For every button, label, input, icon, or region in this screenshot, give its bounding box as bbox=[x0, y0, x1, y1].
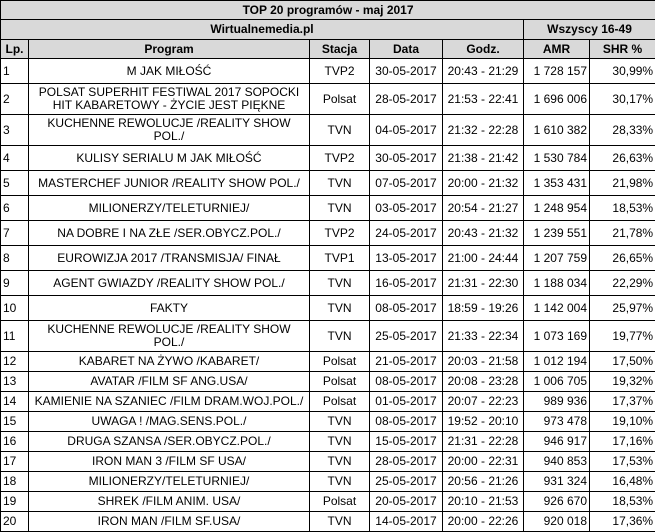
col-stacja: Stacja bbox=[310, 40, 370, 59]
cell-data: 30-05-2017 bbox=[370, 146, 443, 171]
cell-godz: 21:00 - 24:44 bbox=[443, 246, 524, 271]
cell-godz: 21:33 - 22:34 bbox=[443, 321, 524, 352]
col-godz: Godz. bbox=[443, 40, 524, 59]
cell-lp: 6 bbox=[1, 196, 29, 221]
cell-program: EUROWIZJA 2017 /TRANSMISJA/ FINAŁ bbox=[29, 246, 310, 271]
table-row bbox=[1, 115, 655, 146]
cell-amr: 1 239 551 bbox=[524, 221, 590, 246]
cell-godz: 20:43 - 21:29 bbox=[443, 59, 524, 84]
cell-amr: 1 207 759 bbox=[524, 246, 590, 271]
cell-stacja: TVN bbox=[310, 196, 370, 221]
cell-lp: 19 bbox=[1, 492, 29, 512]
cell-data: 07-05-2017 bbox=[370, 171, 443, 196]
cell-stacja: Polsat bbox=[310, 84, 370, 115]
cell-amr: 1 248 954 bbox=[524, 196, 590, 221]
cell-program: DRUGA SZANSA /SER.OBYCZ.POL./ bbox=[29, 432, 310, 452]
cell-data: 15-05-2017 bbox=[370, 432, 443, 452]
cell-godz: 20:00 - 21:32 bbox=[443, 171, 524, 196]
cell-amr: 940 853 bbox=[524, 452, 590, 472]
cell-shr: 25,97% bbox=[590, 296, 655, 321]
cell-data: 25-05-2017 bbox=[370, 321, 443, 352]
cell-data: 14-05-2017 bbox=[370, 512, 443, 532]
cell-program: AGENT GWIAZDY /REALITY SHOW POL./ bbox=[29, 271, 310, 296]
cell-amr: 1 530 784 bbox=[524, 146, 590, 171]
cell-amr: 1 142 004 bbox=[524, 296, 590, 321]
table-row bbox=[1, 196, 655, 221]
cell-shr: 26,65% bbox=[590, 246, 655, 271]
cell-stacja: TVN bbox=[310, 472, 370, 492]
cell-shr: 26,63% bbox=[590, 146, 655, 171]
cell-shr: 30,17% bbox=[590, 84, 655, 115]
cell-godz: 21:32 - 22:28 bbox=[443, 115, 524, 146]
table-row bbox=[1, 392, 655, 412]
cell-godz: 20:00 - 22:26 bbox=[443, 512, 524, 532]
cell-shr: 17,16% bbox=[590, 432, 655, 452]
cell-amr: 946 917 bbox=[524, 432, 590, 452]
cell-program: KUCHENNE REWOLUCJE /REALITY SHOW POL./ bbox=[29, 115, 310, 146]
cell-godz: 21:53 - 22:41 bbox=[443, 84, 524, 115]
cell-shr: 17,36% bbox=[590, 512, 655, 532]
cell-program: MASTERCHEF JUNIOR /REALITY SHOW POL./ bbox=[29, 171, 310, 196]
cell-stacja: TVP2 bbox=[310, 146, 370, 171]
table-row bbox=[1, 321, 655, 352]
cell-stacja: TVN bbox=[310, 171, 370, 196]
cell-stacja: TVN bbox=[310, 321, 370, 352]
table-row bbox=[1, 246, 655, 271]
cell-stacja: TVP2 bbox=[310, 59, 370, 84]
cell-data: 16-05-2017 bbox=[370, 271, 443, 296]
cell-godz: 21:31 - 22:28 bbox=[443, 432, 524, 452]
cell-godz: 20:43 - 21:32 bbox=[443, 221, 524, 246]
cell-shr: 21,78% bbox=[590, 221, 655, 246]
cell-program: M JAK MIŁOŚĆ bbox=[29, 59, 310, 84]
cell-shr: 22,29% bbox=[590, 271, 655, 296]
cell-program: KULISY SERIALU M JAK MIŁOŚĆ bbox=[29, 146, 310, 171]
cell-lp: 11 bbox=[1, 321, 29, 352]
cell-shr: 30,99% bbox=[590, 59, 655, 84]
cell-stacja: TVN bbox=[310, 432, 370, 452]
cell-amr: 973 478 bbox=[524, 412, 590, 432]
cell-program: KUCHENNE REWOLUCJE /REALITY SHOW POL./ bbox=[29, 321, 310, 352]
cell-data: 03-05-2017 bbox=[370, 196, 443, 221]
cell-amr: 1 610 382 bbox=[524, 115, 590, 146]
cell-data: 30-05-2017 bbox=[370, 59, 443, 84]
cell-stacja: Polsat bbox=[310, 492, 370, 512]
cell-stacja: Polsat bbox=[310, 352, 370, 372]
cell-lp: 18 bbox=[1, 472, 29, 492]
cell-godz: 20:03 - 21:58 bbox=[443, 352, 524, 372]
cell-stacja: TVN bbox=[310, 412, 370, 432]
cell-shr: 17,50% bbox=[590, 352, 655, 372]
cell-data: 28-05-2017 bbox=[370, 452, 443, 472]
cell-shr: 19,32% bbox=[590, 372, 655, 392]
cell-godz: 20:56 - 21:26 bbox=[443, 472, 524, 492]
table-row bbox=[1, 146, 655, 171]
table-row bbox=[1, 296, 655, 321]
cell-lp: 20 bbox=[1, 512, 29, 532]
col-data: Data bbox=[370, 40, 443, 59]
cell-program: KAMIENIE NA SZANIEC /FILM DRAM.WOJ.POL./ bbox=[29, 392, 310, 412]
cell-stacja: TVN bbox=[310, 115, 370, 146]
cell-data: 13-05-2017 bbox=[370, 246, 443, 271]
cell-amr: 1 188 034 bbox=[524, 271, 590, 296]
cell-godz: 18:59 - 19:26 bbox=[443, 296, 524, 321]
cell-godz: 20:00 - 22:31 bbox=[443, 452, 524, 472]
cell-data: 24-05-2017 bbox=[370, 221, 443, 246]
cell-amr: 1 012 194 bbox=[524, 352, 590, 372]
cell-amr: 989 936 bbox=[524, 392, 590, 412]
cell-stacja: TVN bbox=[310, 512, 370, 532]
col-program: Program bbox=[29, 40, 310, 59]
cell-shr: 21,98% bbox=[590, 171, 655, 196]
table-row bbox=[1, 472, 655, 492]
cell-godz: 20:54 - 21:27 bbox=[443, 196, 524, 221]
table-body bbox=[1, 59, 655, 532]
cell-stacja: TVP1 bbox=[310, 246, 370, 271]
cell-amr: 1 696 006 bbox=[524, 84, 590, 115]
cell-program: NA DOBRE I NA ZŁE /SER.OBYCZ.POL./ bbox=[29, 221, 310, 246]
cell-program: MILIONERZY/TELETURNIEJ/ bbox=[29, 472, 310, 492]
cell-amr: 931 324 bbox=[524, 472, 590, 492]
cell-godz: 19:52 - 20:10 bbox=[443, 412, 524, 432]
cell-amr: 1 006 705 bbox=[524, 372, 590, 392]
cell-data: 04-05-2017 bbox=[370, 115, 443, 146]
cell-data: 08-05-2017 bbox=[370, 296, 443, 321]
cell-stacja: TVP2 bbox=[310, 221, 370, 246]
cell-program: AVATAR /FILM SF ANG.USA/ bbox=[29, 372, 310, 392]
table-row bbox=[1, 84, 655, 115]
cell-program: MILIONERZY/TELETURNIEJ/ bbox=[29, 196, 310, 221]
table-row bbox=[1, 59, 655, 84]
cell-godz: 21:38 - 21:42 bbox=[443, 146, 524, 171]
cell-shr: 28,33% bbox=[590, 115, 655, 146]
table-row bbox=[1, 512, 655, 532]
cell-lp: 3 bbox=[1, 115, 29, 146]
cell-lp: 4 bbox=[1, 146, 29, 171]
cell-data: 08-05-2017 bbox=[370, 372, 443, 392]
cell-stacja: TVN bbox=[310, 296, 370, 321]
cell-program: FAKTY bbox=[29, 296, 310, 321]
col-amr: AMR bbox=[524, 40, 590, 59]
cell-lp: 7 bbox=[1, 221, 29, 246]
table-row bbox=[1, 271, 655, 296]
cell-amr: 1 073 169 bbox=[524, 321, 590, 352]
cell-lp: 13 bbox=[1, 372, 29, 392]
cell-amr: 926 670 bbox=[524, 492, 590, 512]
cell-data: 01-05-2017 bbox=[370, 392, 443, 412]
cell-program: KABARET NA ŻYWO /KABARET/ bbox=[29, 352, 310, 372]
cell-stacja: Polsat bbox=[310, 392, 370, 412]
cell-program: IRON MAN /FILM SF.USA/ bbox=[29, 512, 310, 532]
cell-shr: 18,53% bbox=[590, 492, 655, 512]
cell-lp: 9 bbox=[1, 271, 29, 296]
cell-data: 25-05-2017 bbox=[370, 472, 443, 492]
table-row bbox=[1, 221, 655, 246]
cell-lp: 8 bbox=[1, 246, 29, 271]
cell-shr: 19,77% bbox=[590, 321, 655, 352]
audience-group: Wszyscy 16-49 bbox=[524, 20, 655, 40]
cell-program: IRON MAN 3 /FILM SF USA/ bbox=[29, 452, 310, 472]
table-row bbox=[1, 372, 655, 392]
cell-godz: 21:31 - 22:30 bbox=[443, 271, 524, 296]
cell-lp: 17 bbox=[1, 452, 29, 472]
cell-lp: 12 bbox=[1, 352, 29, 372]
cell-program: UWAGA ! /MAG.SENS.POL./ bbox=[29, 412, 310, 432]
cell-shr: 17,53% bbox=[590, 452, 655, 472]
cell-stacja: TVN bbox=[310, 271, 370, 296]
cell-lp: 1 bbox=[1, 59, 29, 84]
cell-godz: 20:08 - 23:28 bbox=[443, 372, 524, 392]
cell-godz: 20:10 - 21:53 bbox=[443, 492, 524, 512]
table-row bbox=[1, 412, 655, 432]
cell-shr: 17,37% bbox=[590, 392, 655, 412]
cell-lp: 15 bbox=[1, 412, 29, 432]
cell-data: 08-05-2017 bbox=[370, 412, 443, 432]
cell-godz: 20:07 - 22:23 bbox=[443, 392, 524, 412]
table-row bbox=[1, 492, 655, 512]
cell-data: 21-05-2017 bbox=[370, 352, 443, 372]
cell-amr: 1 728 157 bbox=[524, 59, 590, 84]
cell-stacja: Polsat bbox=[310, 372, 370, 392]
cell-shr: 16,48% bbox=[590, 472, 655, 492]
cell-data: 20-05-2017 bbox=[370, 492, 443, 512]
cell-amr: 1 353 431 bbox=[524, 171, 590, 196]
cell-program: SHREK /FILM ANIM. USA/ bbox=[29, 492, 310, 512]
table-row bbox=[1, 171, 655, 196]
cell-data: 28-05-2017 bbox=[370, 84, 443, 115]
cell-stacja: TVN bbox=[310, 452, 370, 472]
cell-lp: 14 bbox=[1, 392, 29, 412]
col-shr: SHR % bbox=[590, 40, 655, 59]
cell-shr: 19,10% bbox=[590, 412, 655, 432]
table-row bbox=[1, 352, 655, 372]
table-source: Wirtualnemedia.pl bbox=[1, 20, 524, 40]
cell-lp: 5 bbox=[1, 171, 29, 196]
col-lp: Lp. bbox=[1, 40, 29, 59]
cell-lp: 2 bbox=[1, 84, 29, 115]
cell-lp: 16 bbox=[1, 432, 29, 452]
table-row bbox=[1, 432, 655, 452]
table-title: TOP 20 programów - maj 2017 bbox=[1, 1, 655, 20]
cell-shr: 18,53% bbox=[590, 196, 655, 221]
table-row bbox=[1, 452, 655, 472]
cell-program: POLSAT SUPERHIT FESTIWAL 2017 SOPOCKI HIT KABARETOWY - ŻYCIE JEST PIĘKNE bbox=[29, 84, 310, 115]
cell-amr: 920 018 bbox=[524, 512, 590, 532]
cell-lp: 10 bbox=[1, 296, 29, 321]
